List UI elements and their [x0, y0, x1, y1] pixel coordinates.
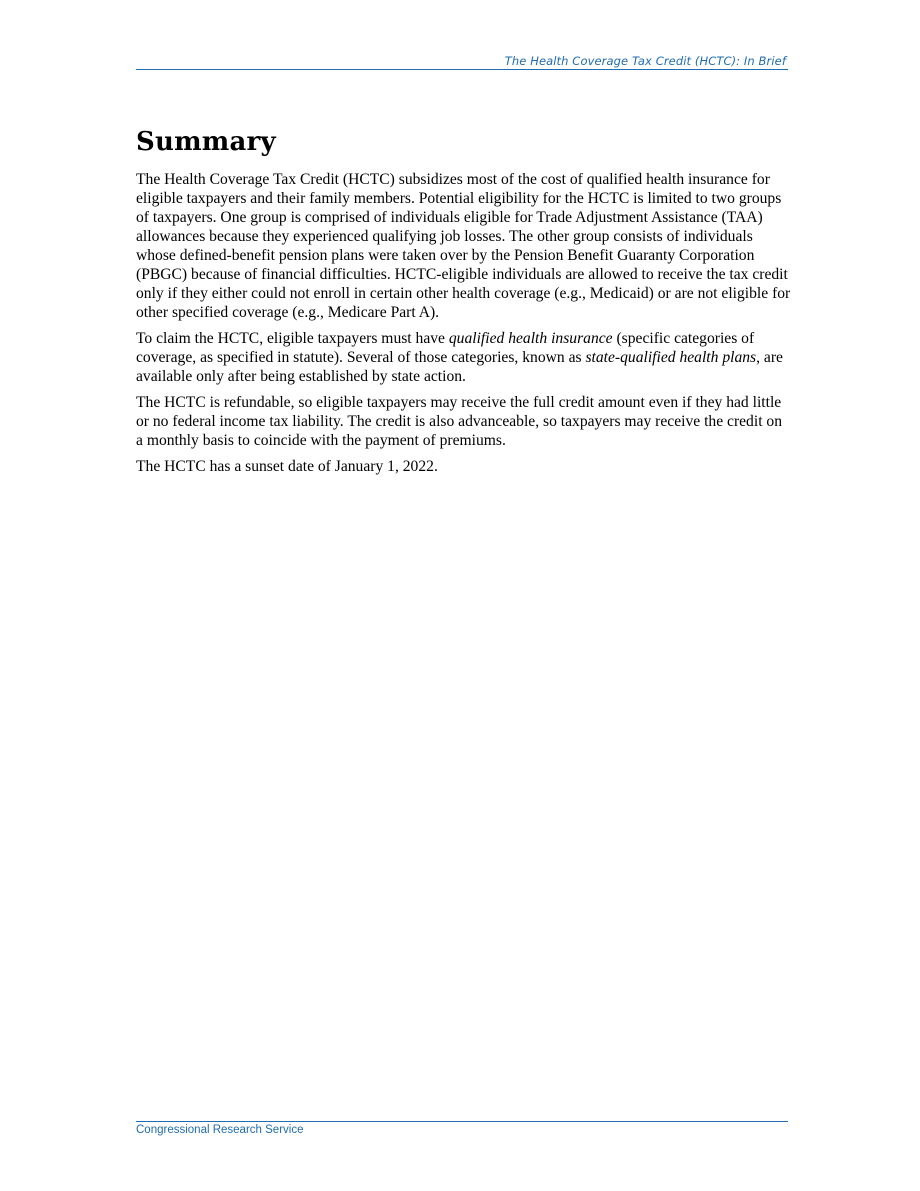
paragraph-text: (specific categories of coverage, as specified in statute). Several of those categories, known as	[136, 330, 755, 366]
summary-paragraph-1: The Health Coverage Tax Credit (HCTC) subsidizes most of the cost of qualified health insurance for eligible taxpayers and their family members. Potential eligibility for the HCTC is limited to two groups of taxpayers. One group is comprised of individuals eligible for Trade Adjustment Assistance (TAA) allowances because they experienced qualifying job losses. The other group consists of individuals whose defined-benefit pension plans were taken over by the Pension Benefit Guaranty Corporation (PBGC) because of financial difficulties. HCTC-eligible individuals are allowed to receive the tax credit only if they either could not enroll in certain other health coverage (e.g., Medicaid) or are not eligible for other specified coverage (e.g., Medicare Part A).	[136, 171, 791, 321]
summary-paragraph-2	[136, 329, 792, 386]
paragraph-text: To claim the HCTC, eligible taxpayers must have	[136, 330, 449, 347]
page-footer	[136, 1121, 788, 1136]
term-state-qualified-health-plans: state-qualified health plans	[585, 349, 757, 366]
term-qualified-health-insurance: qualified health insurance	[448, 330, 613, 347]
section-heading: Summary	[136, 127, 276, 157]
page-content	[136, 124, 792, 483]
paragraph-text: , are available only after being established by state action.	[136, 349, 783, 385]
running-title: The Health Coverage Tax Credit (HCTC): In Brief	[504, 54, 786, 68]
summary-paragraph-4: The HCTC has a sunset date of January 1, 2022.	[136, 458, 438, 475]
summary-paragraph-3: The HCTC is refundable, so eligible taxpayers may receive the full credit amount even if they had little or no federal income tax liability. The credit is also advanceable, so taxpayers may receive the credit on a monthly basis to coincide with the payment of premiums.	[136, 394, 783, 449]
page-header	[136, 54, 788, 70]
footer-label: Congressional Research Service	[136, 1124, 304, 1136]
